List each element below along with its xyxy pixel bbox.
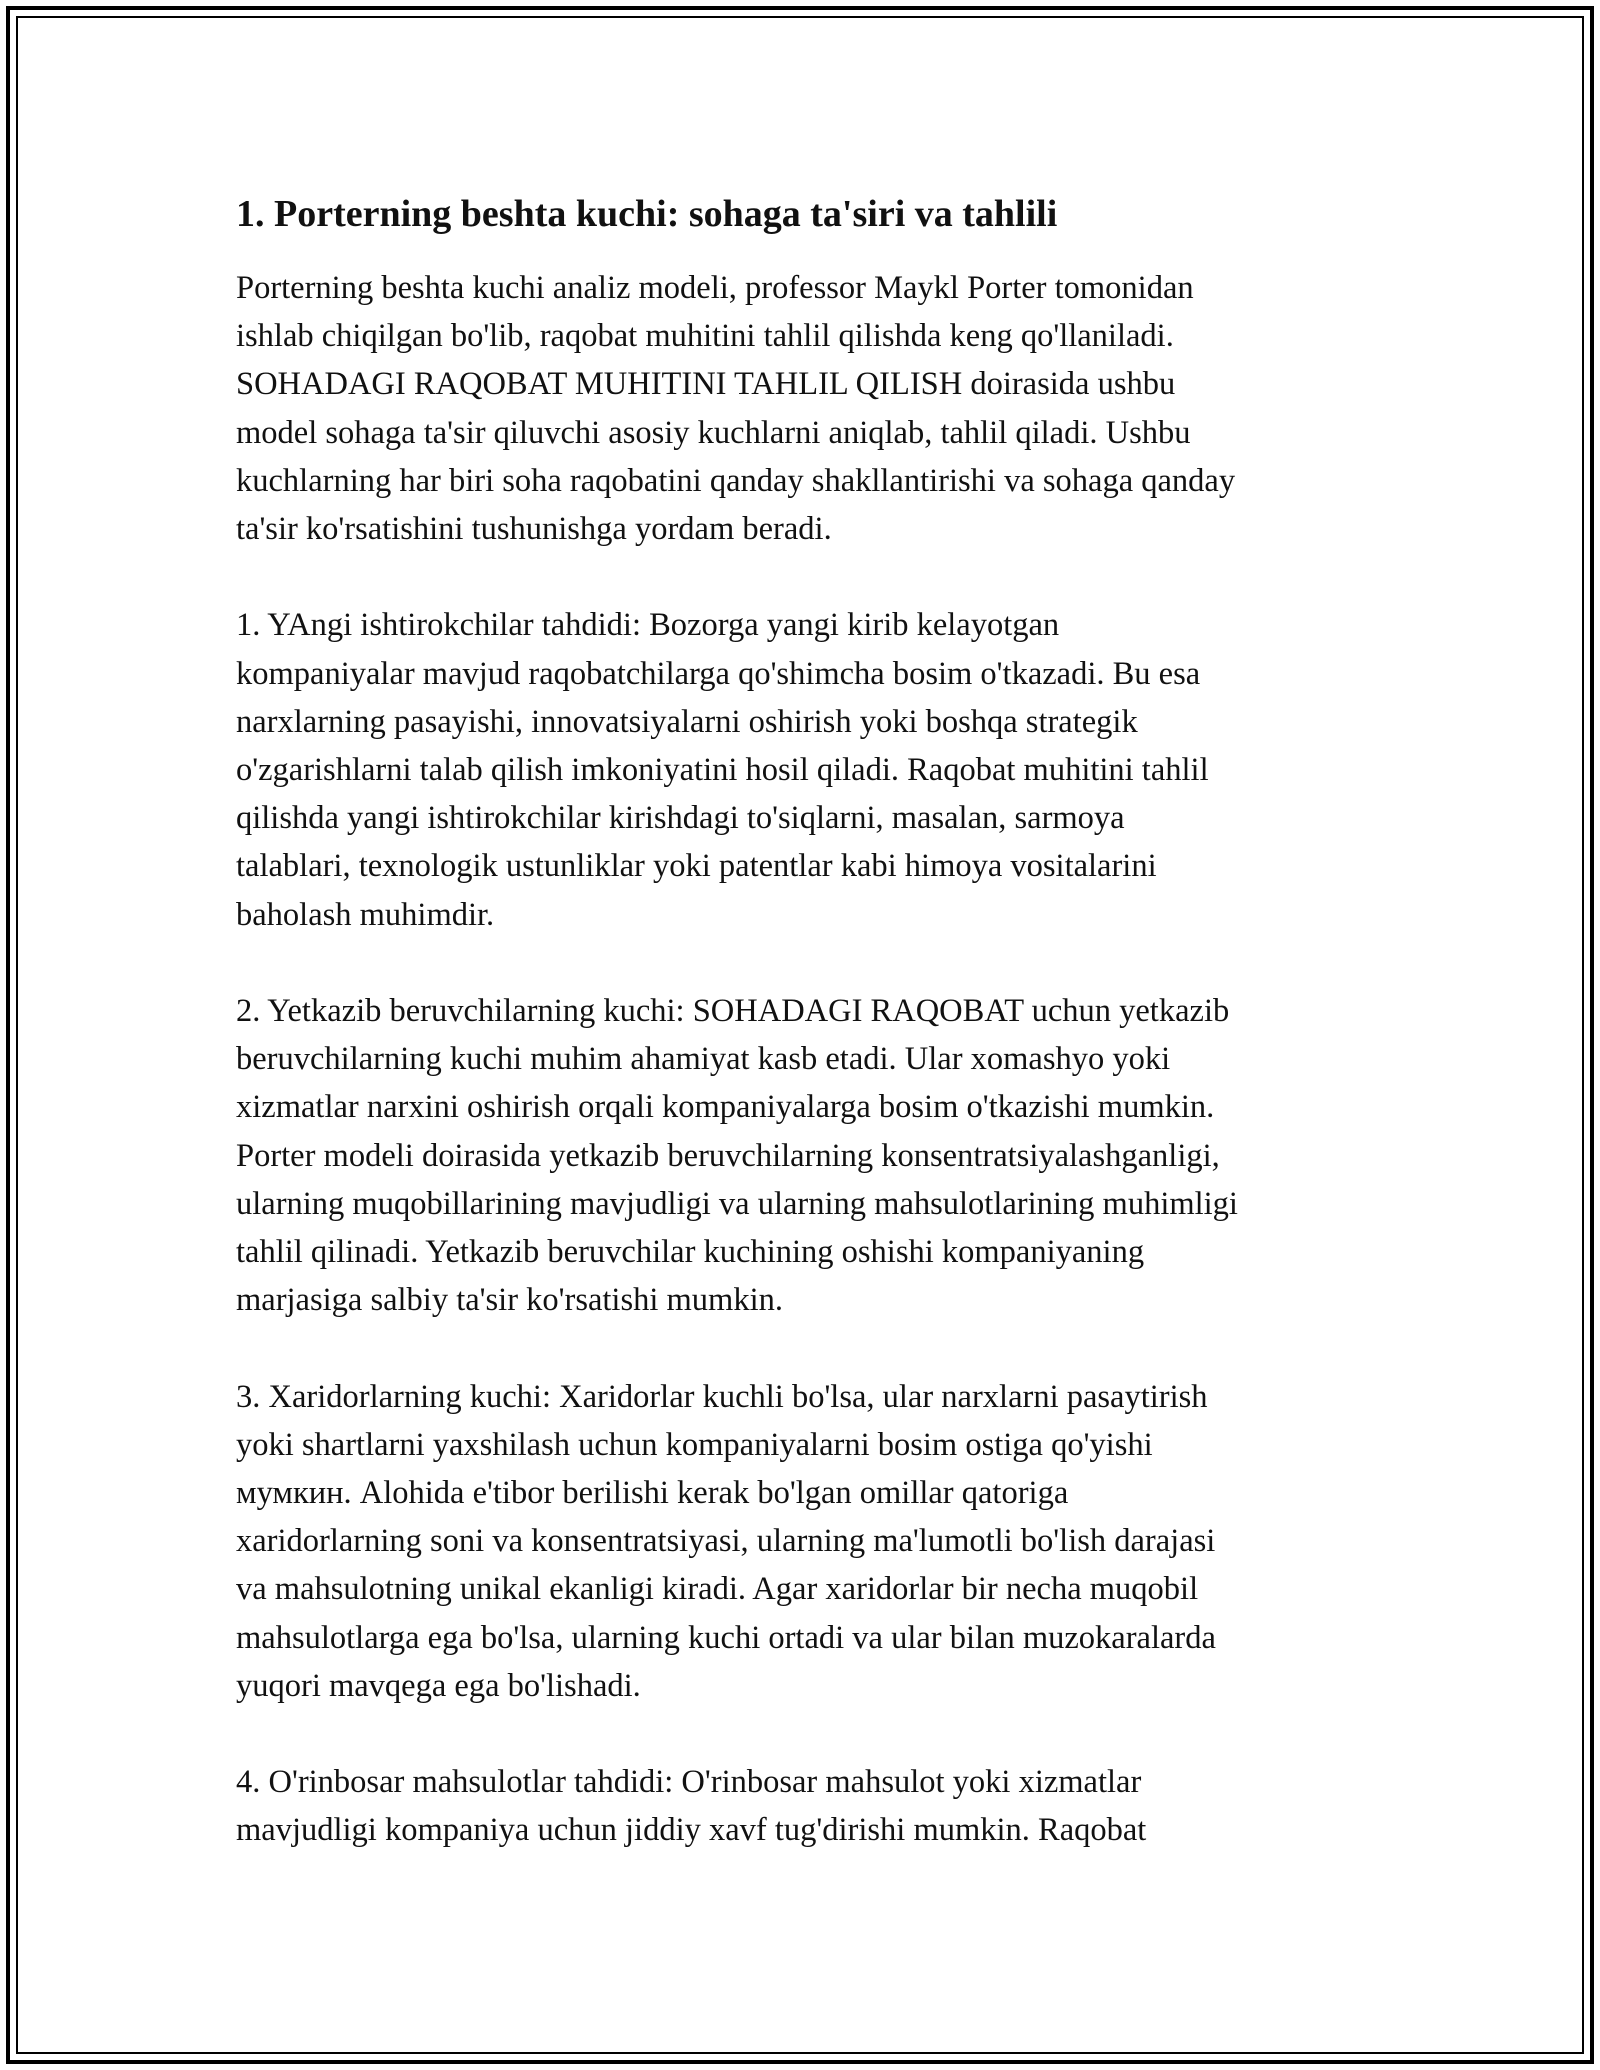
text-line: tahlil qilinadi. Yetkazib beruvchilar kuchining oshishi kompaniyaning	[236, 1234, 1145, 1271]
text-line: model sohaga ta'sir qiluvchi asosiy kuchlarni aniqlab, tahlil qiladi. Ushbu	[236, 414, 1191, 451]
text-line: ularning muqobillarining mavjudligi va ularning mahsulotlarining muhimligi	[236, 1185, 1238, 1222]
text-line: marjasiga salbiy ta'sir ko'rsatishi mumkin.	[236, 1282, 783, 1319]
paragraph-suppliers	[236, 987, 1396, 1324]
text-line: ta'sir ko'rsatishini tushunishga yordam beradi.	[236, 511, 832, 548]
text-line: Porterning beshta kuchi analiz modeli, professor Maykl Porter tomonidan	[236, 270, 1194, 306]
paragraph-new-entrants	[236, 601, 1396, 938]
text-line: mahsulotlarga ega bo'lsa, ularning kuchi ortadi va ular bilan muzokaralarda	[236, 1619, 1216, 1656]
text-line: o'zgarishlarni talab qilish imkoniyatini hosil qiladi. Raqobat muhitini tahlil	[236, 752, 1209, 789]
text-line: narxlarning pasayishi, innovatsiyalarni oshirish yoki boshqa strategik	[236, 703, 1138, 740]
text-line: мумкин. Alohida e'tibor berilishi kerak bo'lgan omillar qatoriga	[236, 1475, 1069, 1512]
text-line: kuchlarning har biri soha raqobatini qanday shakllantirishi va sohaga qanday	[236, 462, 1236, 499]
document-title: 1. Porterning beshta kuchi: sohaga ta'siri va tahlili	[236, 193, 1058, 235]
paragraph-intro	[236, 264, 1396, 553]
text-line: xaridorlarning soni va konsentratsiyasi, ularning ma'lumotli bo'lish darajasi	[236, 1523, 1216, 1560]
text-line: va mahsulotning unikal ekanligi kiradi. Agar xaridorlar bir necha muqobil	[236, 1571, 1199, 1608]
text-line: 2. Yetkazib beruvchilarning kuchi: SOHADAGI RAQOBAT uchun yetkazib	[236, 993, 1230, 1030]
document-body	[236, 190, 1396, 1903]
text-line: baholash muhimdir.	[236, 896, 495, 933]
text-line: ishlab chiqilgan bo'lib, raqobat muhitini tahlil qilishda keng qo'llaniladi.	[236, 318, 1174, 355]
text-line: kompaniyalar mavjud raqobatchilarga qo'shimcha bosim o'tkazadi. Bu esa	[236, 655, 1201, 692]
text-line: 4. O'rinbosar mahsulotlar tahdidi: O'rinbosar mahsulot yoki xizmatlar	[236, 1764, 1142, 1801]
text-line: Porter modeli doirasida yetkazib beruvchilarning konsentratsiyalashganligi,	[236, 1137, 1220, 1174]
text-line: xizmatlar narxini oshirish orqali kompaniyalarga bosim o'tkazishi mumkin.	[236, 1089, 1215, 1126]
text-line: SOHADAGI RAQOBAT MUHITINI TAHLIL QILISH doirasida ushbu	[236, 366, 1176, 403]
text-line: 3. Xaridorlarning kuchi: Xaridorlar kuchli bo'lsa, ular narxlarni pasaytirish	[236, 1378, 1208, 1415]
paragraph-buyers	[236, 1373, 1396, 1710]
text-line: yuqori mavqega ega bo'lishadi.	[236, 1667, 641, 1704]
text-line: talablari, texnologik ustunliklar yoki patentlar kabi himoya vositalarini	[236, 848, 1157, 885]
paragraph-substitutes	[236, 1758, 1396, 1854]
text-line: 1. YAngi ishtirokchilar tahdidi: Bozorga yangi kirib kelayotgan	[236, 607, 1060, 644]
text-line: qilishda yangi ishtirokchilar kirishdagi to'siqlarni, masalan, sarmoya	[236, 800, 1125, 837]
text-line: mavjudligi kompaniya uchun jiddiy xavf tug'dirishi mumkin. Raqobat	[236, 1812, 1147, 1849]
text-line: beruvchilarning kuchi muhim ahamiyat kasb etadi. Ular xomashyo yoki	[236, 1041, 1171, 1078]
text-line: yoki shartlarni yaxshilash uchun kompaniyalarni bosim ostiga qo'yishi	[236, 1426, 1153, 1463]
